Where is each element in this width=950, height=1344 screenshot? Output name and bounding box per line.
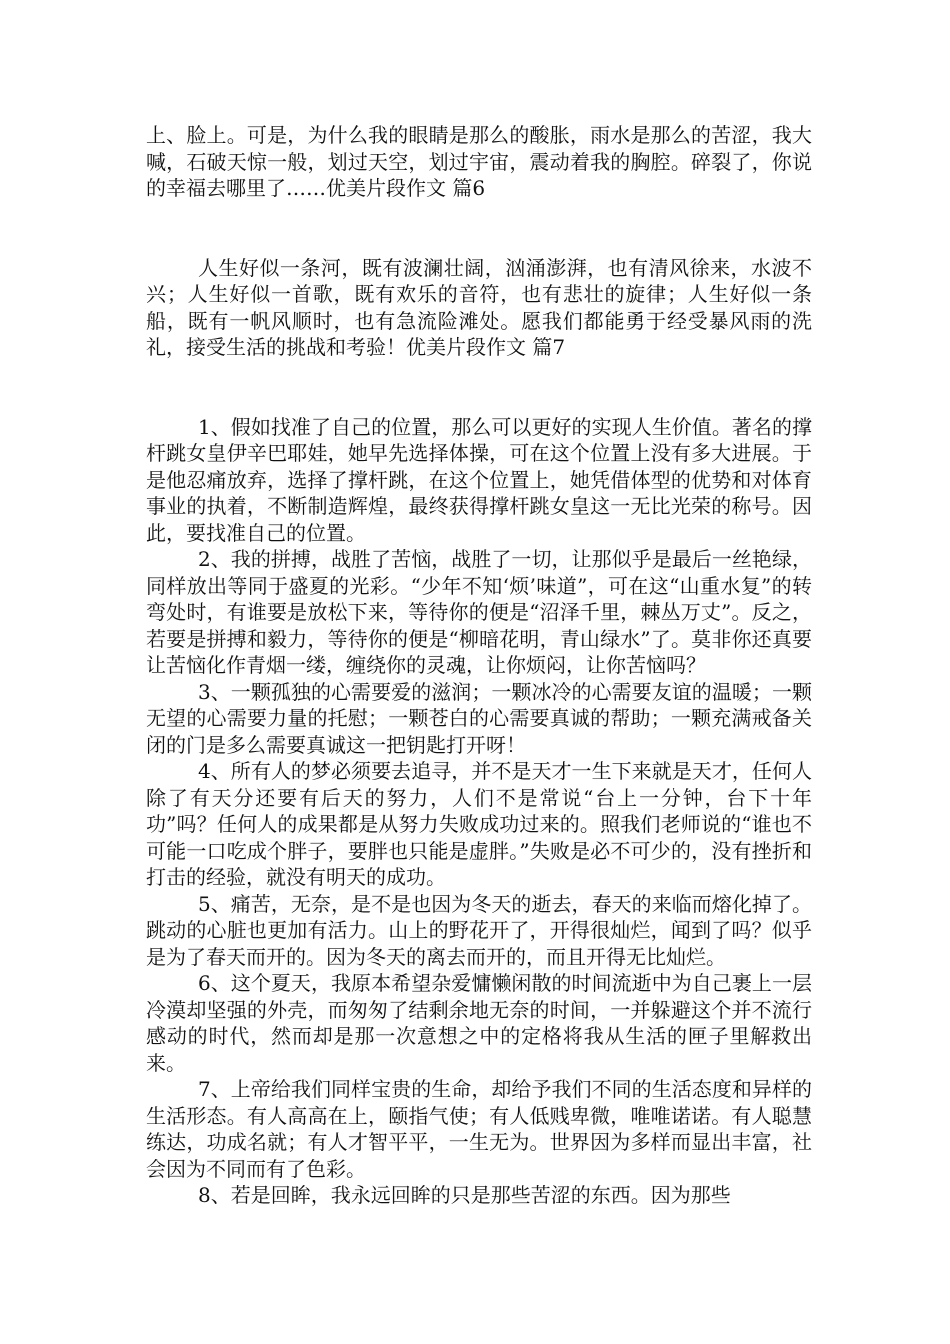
paragraph-item-3: 3、一颗孤独的心需要爱的滋润；一颗冰冷的心需要友谊的温暖；一颗无望的心需要力量的托慰；一颗苍白的心需要真诚的帮助；一颗充满戒备关闭的门是多么需要真诚这一把钥匙打开呀！ xyxy=(146,679,812,757)
paragraph-item-7: 7、上帝给我们同样宝贵的生命，却给予我们不同的生活态度和异样的生活形态。有人高高在上，颐指气使；有人低贱卑微，唯唯诺诺。有人聪慧练达，功成名就；有人才智平平，一生无为。世界因为多样而显出丰富，社会因为不同而有了色彩。 xyxy=(146,1077,812,1181)
paragraph-item-2: 2、我的拼搏，战胜了苦恼，战胜了一切，让那似乎是最后一丝艳绿，同样放出等同于盛夏的光彩。“少年不知‘烦’味道”，可在这“山重水复”的转弯处时，有谁要是放松下来，等待你的便是“沼泽千里，棘丛万丈”。反之，若要是拼搏和毅力，等待你的便是“柳暗花明，青山绿水”了。莫非你还真要让苦恼化作青烟一缕，缠绕你的灵魂，让你烦闷，让你苦恼吗？ xyxy=(146,547,812,677)
paragraph-item-5: 5、痛苦，无奈，是不是也因为冬天的逝去，春天的来临而熔化掉了。跳动的心脏也更加有活力。山上的野花开了，开得很灿烂，闻到了吗？似乎是为了春天而开的。因为冬天的离去而开的，而且开得无比灿烂。 xyxy=(146,891,812,969)
paragraph-item-8: 8、若是回眸，我永远回眸的只是那些苦涩的东西。因为那些 xyxy=(198,1183,731,1207)
paragraph-item-4: 4、所有人的梦必须要去追寻，并不是天才一生下来就是天才，任何人除了有天分还要有后天的努力，人们不是常说“台上一分钟，台下十年功”吗？任何人的成果都是从努力失败成功过来的。照我们老师说的“谁也不可能一口吃成个胖子，要胖也只能是虚胖。”失败是必不可少的，没有挫折和打击的经验，就没有明天的成功。 xyxy=(146,759,812,889)
paragraph-section-6: 人生好似一条河，既有波澜壮阔，汹涌澎湃，也有清风徐来，水波不兴；人生好似一首歌，既有欢乐的音符，也有悲壮的旋律；人生好似一条船，既有一帆风顺时，也有急流险滩处。愿我们都能勇于经受暴风雨的洗礼，接受生活的挑战和考验！优美片段作文 篇7 xyxy=(146,255,812,359)
document-body xyxy=(146,122,812,1209)
paragraph-continued: 上、脸上。可是，为什么我的眼睛是那么的酸胀，雨水是那么的苦涩，我大喊，石破天惊一般，划过天空，划过宇宙，震动着我的胸腔。碎裂了，你说的幸福去哪里了……优美片段作文 篇6 xyxy=(146,123,812,200)
paragraph-item-6: 6、这个夏天，我原本希望杂爱慵懒闲散的时间流逝中为自己裹上一层冷漠却坚强的外壳，而匆匆了结剩余地无奈的时间，一并躲避这个并不流行感动的时代，然而却是那一次意想之中的定格将我从生活的匣子里解救出来。 xyxy=(146,971,812,1075)
paragraph-item-1: 1、假如找准了自己的位置，那么可以更好的实现人生价值。著名的撑杆跳女皇伊辛巴耶娃，她早先选择体操，可在这个位置上没有多大进展。于是他忍痛放弃，选择了撑杆跳，在这个位置上，她凭借体型的优势和对体育事业的执着，不断制造辉煌，最终获得撑杆跳女皇这一无比光荣的称号。因此，要找准自己的位置。 xyxy=(146,414,812,545)
